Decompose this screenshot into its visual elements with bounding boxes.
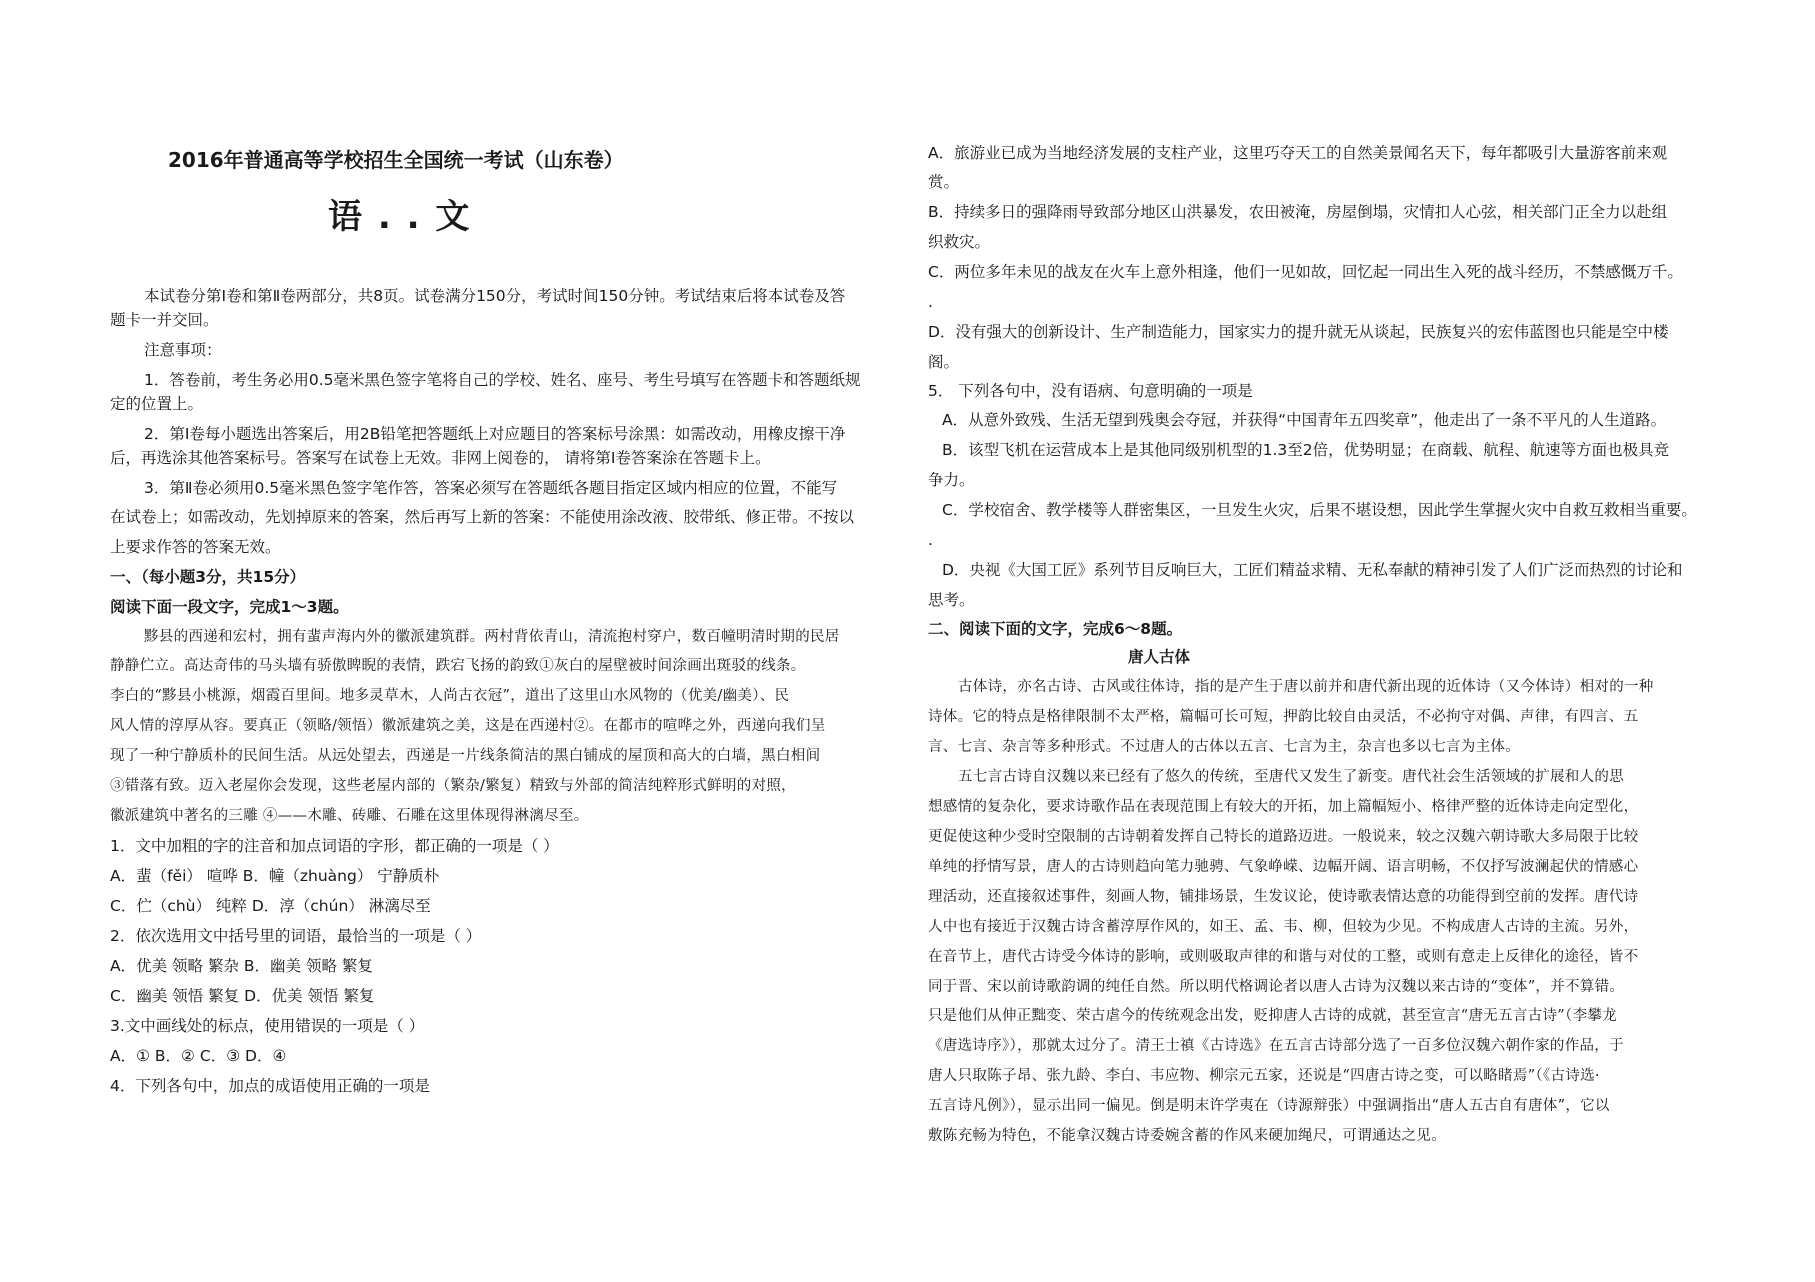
passage-line: 静静伫立。高达奇伟的马头墙有骄傲睥睨的表情，跌宕飞扬的韵致①灰白的屋壁被时间涂画出斑驳的线条。 xyxy=(110,658,806,674)
passage-line: 五七言古诗自汉魏以来已经有了悠久的传统，至唐代又发生了新变。唐代社会生活领域的扩展和人的思 xyxy=(958,769,1624,785)
passage-title: 唐人古体 xyxy=(1128,648,1191,666)
notice-item: 3．第Ⅱ卷必须用0.5毫米黑色签字笔作答，答案必须写在答题纸各题目指定区域内相应的位置，不能写 xyxy=(144,479,838,497)
reading-instruction: 阅读下面一段文字，完成1～3题。 xyxy=(110,598,349,616)
notice-heading: 注意事项： xyxy=(144,341,222,359)
question-option: 赏。 xyxy=(928,173,960,191)
exam-title: 2016年普通高等学校招生全国统一考试（山东卷） xyxy=(168,148,624,172)
question-option: 阁。 xyxy=(928,353,960,371)
question-option: 织救灾。 xyxy=(928,233,991,251)
passage-line: 同于晋、宋以前诗歌韵调的纯任自然。所以明代格调论者以唐人古诗为汉魏以来古诗的“变体”，并不算错。 xyxy=(928,979,1625,995)
question-option: C．伫（chù） 纯粹 D．淳（chún） 淋漓尽至 xyxy=(110,897,431,915)
question-option: A．旅游业已成为当地经济发展的支柱产业，这里巧夺天工的自然美景闻名天下，每年都吸引大量游客前来观 xyxy=(928,144,1668,162)
question-option: A．① B．② C．③ D．④ xyxy=(110,1047,287,1065)
notice-item: 2．第Ⅰ卷每小题选出答案后，用2B铅笔把答题纸上对应题目的答案标号涂黑：如需改动，用橡皮擦干净 xyxy=(144,425,846,443)
question-option: B．持续多日的强降雨导致部分地区山洪暴发，农田被淹，房屋倒塌，灾情扣人心弦，相关部门正全力以赴组 xyxy=(928,203,1668,221)
passage-line: 更促使这种少受时空限制的古诗朝着发挥自己特长的道路迈进。一般说来，较之汉魏六朝诗歌大多局限于比较 xyxy=(928,829,1639,845)
passage-line: 现了一种宁静质朴的民间生活。从远处望去，西递是一片线条简洁的黑白铺成的屋顶和高大的白墙，黑白相间 xyxy=(110,748,821,764)
passage-line: 言、七言、杂言等多种形式。不过唐人的古体以五言、七言为主，杂言也多以七言为主体。 xyxy=(928,739,1520,755)
passage-line: 诗体。它的特点是格律限制不太严格，篇幅可长可短，押韵比较自由灵活，不必拘守对偶、声律，有四言、五 xyxy=(928,709,1639,725)
notice-item: 后，再选涂其他答案标号。答案写在试卷上无效。非网上阅卷的， 请将第Ⅰ卷答案涂在答题卡上。 xyxy=(110,449,771,467)
passage-line: 黟县的西递和宏村，拥有蜚声海内外的徽派建筑群。两村背依青山，清流抱村穿户，数百幢明清时期的民居 xyxy=(144,629,840,645)
question-option: 思考。 xyxy=(928,591,975,609)
question-5: 5． 下列各句中，没有语病、句意明确的一项是 xyxy=(928,382,1253,400)
passage-line: 五言诗凡例》），显示出同一偏见。倒是明末许学夷在（诗源辩张）中强调指出“唐人五古自有唐体”，它以 xyxy=(928,1098,1610,1114)
question-2: 2．依次选用文中括号里的词语，最恰当的一项是（ ） xyxy=(110,927,482,945)
question-option: D．没有强大的创新设计、生产制造能力，国家实力的提升就无从谈起，民族复兴的宏伟蓝图也只能是空中楼 xyxy=(928,323,1669,341)
passage-line: 理活动，还直接叙述事件，刻画人物，铺排场景，生发议论，使诗歌表情达意的功能得到空前的发挥。唐代诗 xyxy=(928,889,1639,905)
passage-line: 唐人只取陈子昂、张九龄、李白、韦应物、柳宗元五家，还说是“四唐古诗之变，可以略睹焉”（《古诗选· xyxy=(928,1068,1600,1084)
passage-line: ③错落有致。迈入老屋你会发现，这些老屋内部的（繁杂/繁复）精致与外部的简洁纯粹形式鲜明的对照， xyxy=(110,778,796,794)
question-option: D．央视《大国工匠》系列节目反响巨大，工匠们精益求精、无私奉献的精神引发了人们广泛而热烈的讨论和 xyxy=(942,561,1683,579)
passage-line: 单纯的抒情写景，唐人的古诗则趋向笔力驰骋、气象峥嵘、边幅开阔、语言明畅，不仅抒写波澜起伏的情感心 xyxy=(928,859,1639,875)
intro-text: 题卡一并交回。 xyxy=(110,311,219,329)
question-option: . xyxy=(928,531,933,549)
question-option: C．学校宿舍、教学楼等人群密集区，一旦发生火灾，后果不堪设想，因此学生掌握火灾中自救互救相当重要。 xyxy=(942,501,1697,519)
passage-line: 李白的“黟县小桃源，烟霞百里间。地多灵草木，人尚古衣冠”，道出了这里山水风物的（优美/幽美）、民 xyxy=(110,688,790,704)
notice-item: 在试卷上；如需改动，先划掉原来的答案，然后再写上新的答案：不能使用涂改液、胶带纸、修正带。不按以 xyxy=(110,508,855,526)
question-3: 3.文中画线处的标点，使用错误的一项是（ ） xyxy=(110,1017,425,1035)
question-1: 1．文中加粗的字的注音和加点词语的字形，都正确的一项是（ ） xyxy=(110,837,559,855)
passage-line: 徽派建筑中著名的三雕 ④——木雕、砖雕、石雕在这里体现得淋漓尽至。 xyxy=(110,808,589,824)
passage-line: 在音节上，唐代古诗受今体诗的影响，或则吸取声律的和谐与对仗的工整，或则有意走上反律化的途径，皆不 xyxy=(928,949,1639,965)
notice-item: 定的位置上。 xyxy=(110,395,204,413)
passage-line: 《唐选诗序》），那就太过分了。清王士禛《古诗选》在五言古诗部分选了一百多位汉魏六朝作家的作品，于 xyxy=(928,1038,1624,1054)
section-heading: 一、（每小题3分，共15分） xyxy=(110,568,306,586)
question-option: A．蜚（fěi） 喧哗 B．幢（zhuàng） 宁静质朴 xyxy=(110,867,440,885)
question-option: C．幽美 领悟 繁复 D．优美 领悟 繁复 xyxy=(110,987,375,1005)
question-option: C．两位多年未见的战友在火车上意外相逢，他们一见如故，回忆起一同出生入死的战斗经历，不禁感慨万千。 xyxy=(928,263,1683,281)
passage-line: 人中也有接近于汉魏古诗含蓄淳厚作风的，如王、孟、韦、柳，但较为少见。不构成唐人古诗的主流。另外， xyxy=(928,919,1639,935)
intro-text: 本试卷分第Ⅰ卷和第Ⅱ卷两部分，共8页。试卷满分150分，考试时间150分钟。考试结束后将本试卷及答 xyxy=(144,287,846,305)
question-option: B．该型飞机在运营成本上是其他同级别机型的1.3至2倍，优势明显；在商载、航程、航速等方面也极具竞 xyxy=(942,441,1670,459)
question-option: A．优美 领略 繁杂 B．幽美 领略 繁复 xyxy=(110,957,373,975)
question-option: 争力。 xyxy=(928,471,975,489)
passage-line: 风人情的淳厚从容。要真正（领略/领悟）徽派建筑之美，这是在西递村②。在都市的喧哗之外，西递向我们呈 xyxy=(110,718,826,734)
notice-item: 1．答卷前，考生务必用0.5毫米黑色签字笔将自己的学校、姓名、座号、考生号填写在答题卡和答题纸规 xyxy=(144,371,861,389)
passage-line: 只是他们从伸正黜变、荣古虐今的传统观念出发，贬抑唐人古诗的成就，甚至宣言“唐无五言古诗”（李攀龙 xyxy=(928,1008,1617,1024)
question-4: 4．下列各句中，加点的成语使用正确的一项是 xyxy=(110,1077,430,1095)
question-option: A．从意外致残、生活无望到残奥会夺冠，并获得“中国青年五四奖章”，他走出了一条不平凡的人生道路。 xyxy=(942,411,1667,429)
passage-line: 敷陈充畅为特色，不能拿汉魏古诗委婉含蓄的作风来硬加绳尺，可谓通达之见。 xyxy=(928,1128,1446,1144)
section-heading: 二、阅读下面的文字，完成6～8题。 xyxy=(928,620,1183,638)
passage-line: 古体诗，亦名古诗、古风或往体诗，指的是产生于唐以前并和唐代新出现的近体诗（又今体诗）相对的一种 xyxy=(958,679,1654,695)
question-option: . xyxy=(928,293,933,311)
passage-line: 想感情的复杂化，要求诗歌作品在表现范围上有较大的开拓，加上篇幅短小、格律严整的近体诗走向定型化， xyxy=(928,799,1639,815)
notice-item: 上要求作答的答案无效。 xyxy=(110,538,281,556)
subject-title: 语 . . 文 xyxy=(328,197,472,237)
